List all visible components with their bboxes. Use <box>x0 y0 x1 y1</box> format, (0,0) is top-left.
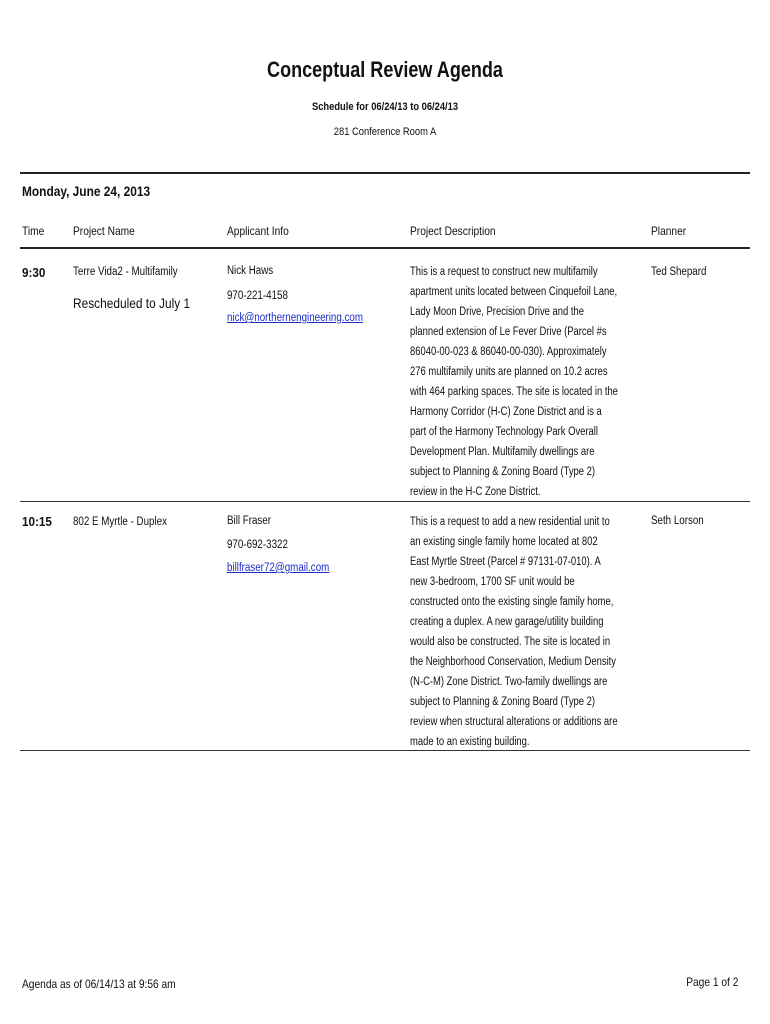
column-header-divider <box>20 247 750 249</box>
applicant-email-link[interactable]: billfraser72@gmail.com <box>227 562 330 574</box>
row-divider <box>20 750 750 751</box>
row-divider <box>20 501 750 502</box>
page-number: Page 1 of 2 <box>685 975 738 989</box>
item-project-name: Terre Vida2 - Multifamily <box>73 266 178 278</box>
item-planner: Seth Lorson <box>651 515 704 527</box>
agenda-timestamp: Agenda as of 06/14/13 at 9:56 am <box>22 977 176 991</box>
item-note: Rescheduled to July 1 <box>73 295 191 311</box>
applicant-name: Nick Haws <box>227 265 274 277</box>
applicant-phone: 970-221-4158 <box>227 290 288 302</box>
agenda-date: Monday, June 24, 2013 <box>22 183 151 199</box>
item-project-name: 802 E Myrtle - Duplex <box>73 516 167 528</box>
item-time: 9:30 <box>22 265 46 280</box>
meeting-room: 281 Conference Room A <box>333 126 437 138</box>
applicant-name: Bill Fraser <box>227 515 272 527</box>
header-divider <box>20 172 750 174</box>
column-header-planner: Planner <box>651 224 687 238</box>
schedule-range: Schedule for 06/24/13 to 06/24/13 <box>311 101 459 113</box>
item-description: This is a request to add a new residential unit to an existing single family home located at 802 East Myrtle Street (Parcel # 97131-07-010). A new 3-bedroom, 1700 SF unit would be constructed onto the existing single family home, creating a duplex. A new garage/utility building would also be constructed. The site is located in the Neighborhood Conservation, Medium Density (N-C-M) Zone District. Two-family dwellings are subject to Planning & Zoning Board (Type 2) review when structural alterations or additions are made to an existing building. <box>410 516 618 748</box>
item-planner: Ted Shepard <box>651 266 707 278</box>
item-time: 10:15 <box>22 514 52 529</box>
column-header-description: Project Description <box>410 224 496 238</box>
column-header-project: Project Name <box>73 224 135 238</box>
page-title: Conceptual Review Agenda <box>267 57 503 82</box>
item-description: This is a request to construct new multifamily apartment units located between Cinquefoil Lane, Lady Moon Drive, Precision Drive and the planned extension of Le Fever Drive (Parcel #s 86040-00-023 & 86040-00-030). Approximately 276 multifamily units are planned on 10.2 acres with 464 parking spaces. The site is located in the Harmony Corridor (H-C) Zone District and is a part of the Harmony Technology Park Overall Development Plan. Multifamily dwellings are subject to Planning & Zoning Board (Type 2) review in the H-C Zone District. <box>410 266 618 498</box>
column-header-applicant: Applicant Info <box>227 224 289 238</box>
column-header-time: Time <box>22 224 45 238</box>
applicant-email-link[interactable]: nick@northernengineering.com <box>227 312 363 324</box>
applicant-phone: 970-692-3322 <box>227 539 288 551</box>
